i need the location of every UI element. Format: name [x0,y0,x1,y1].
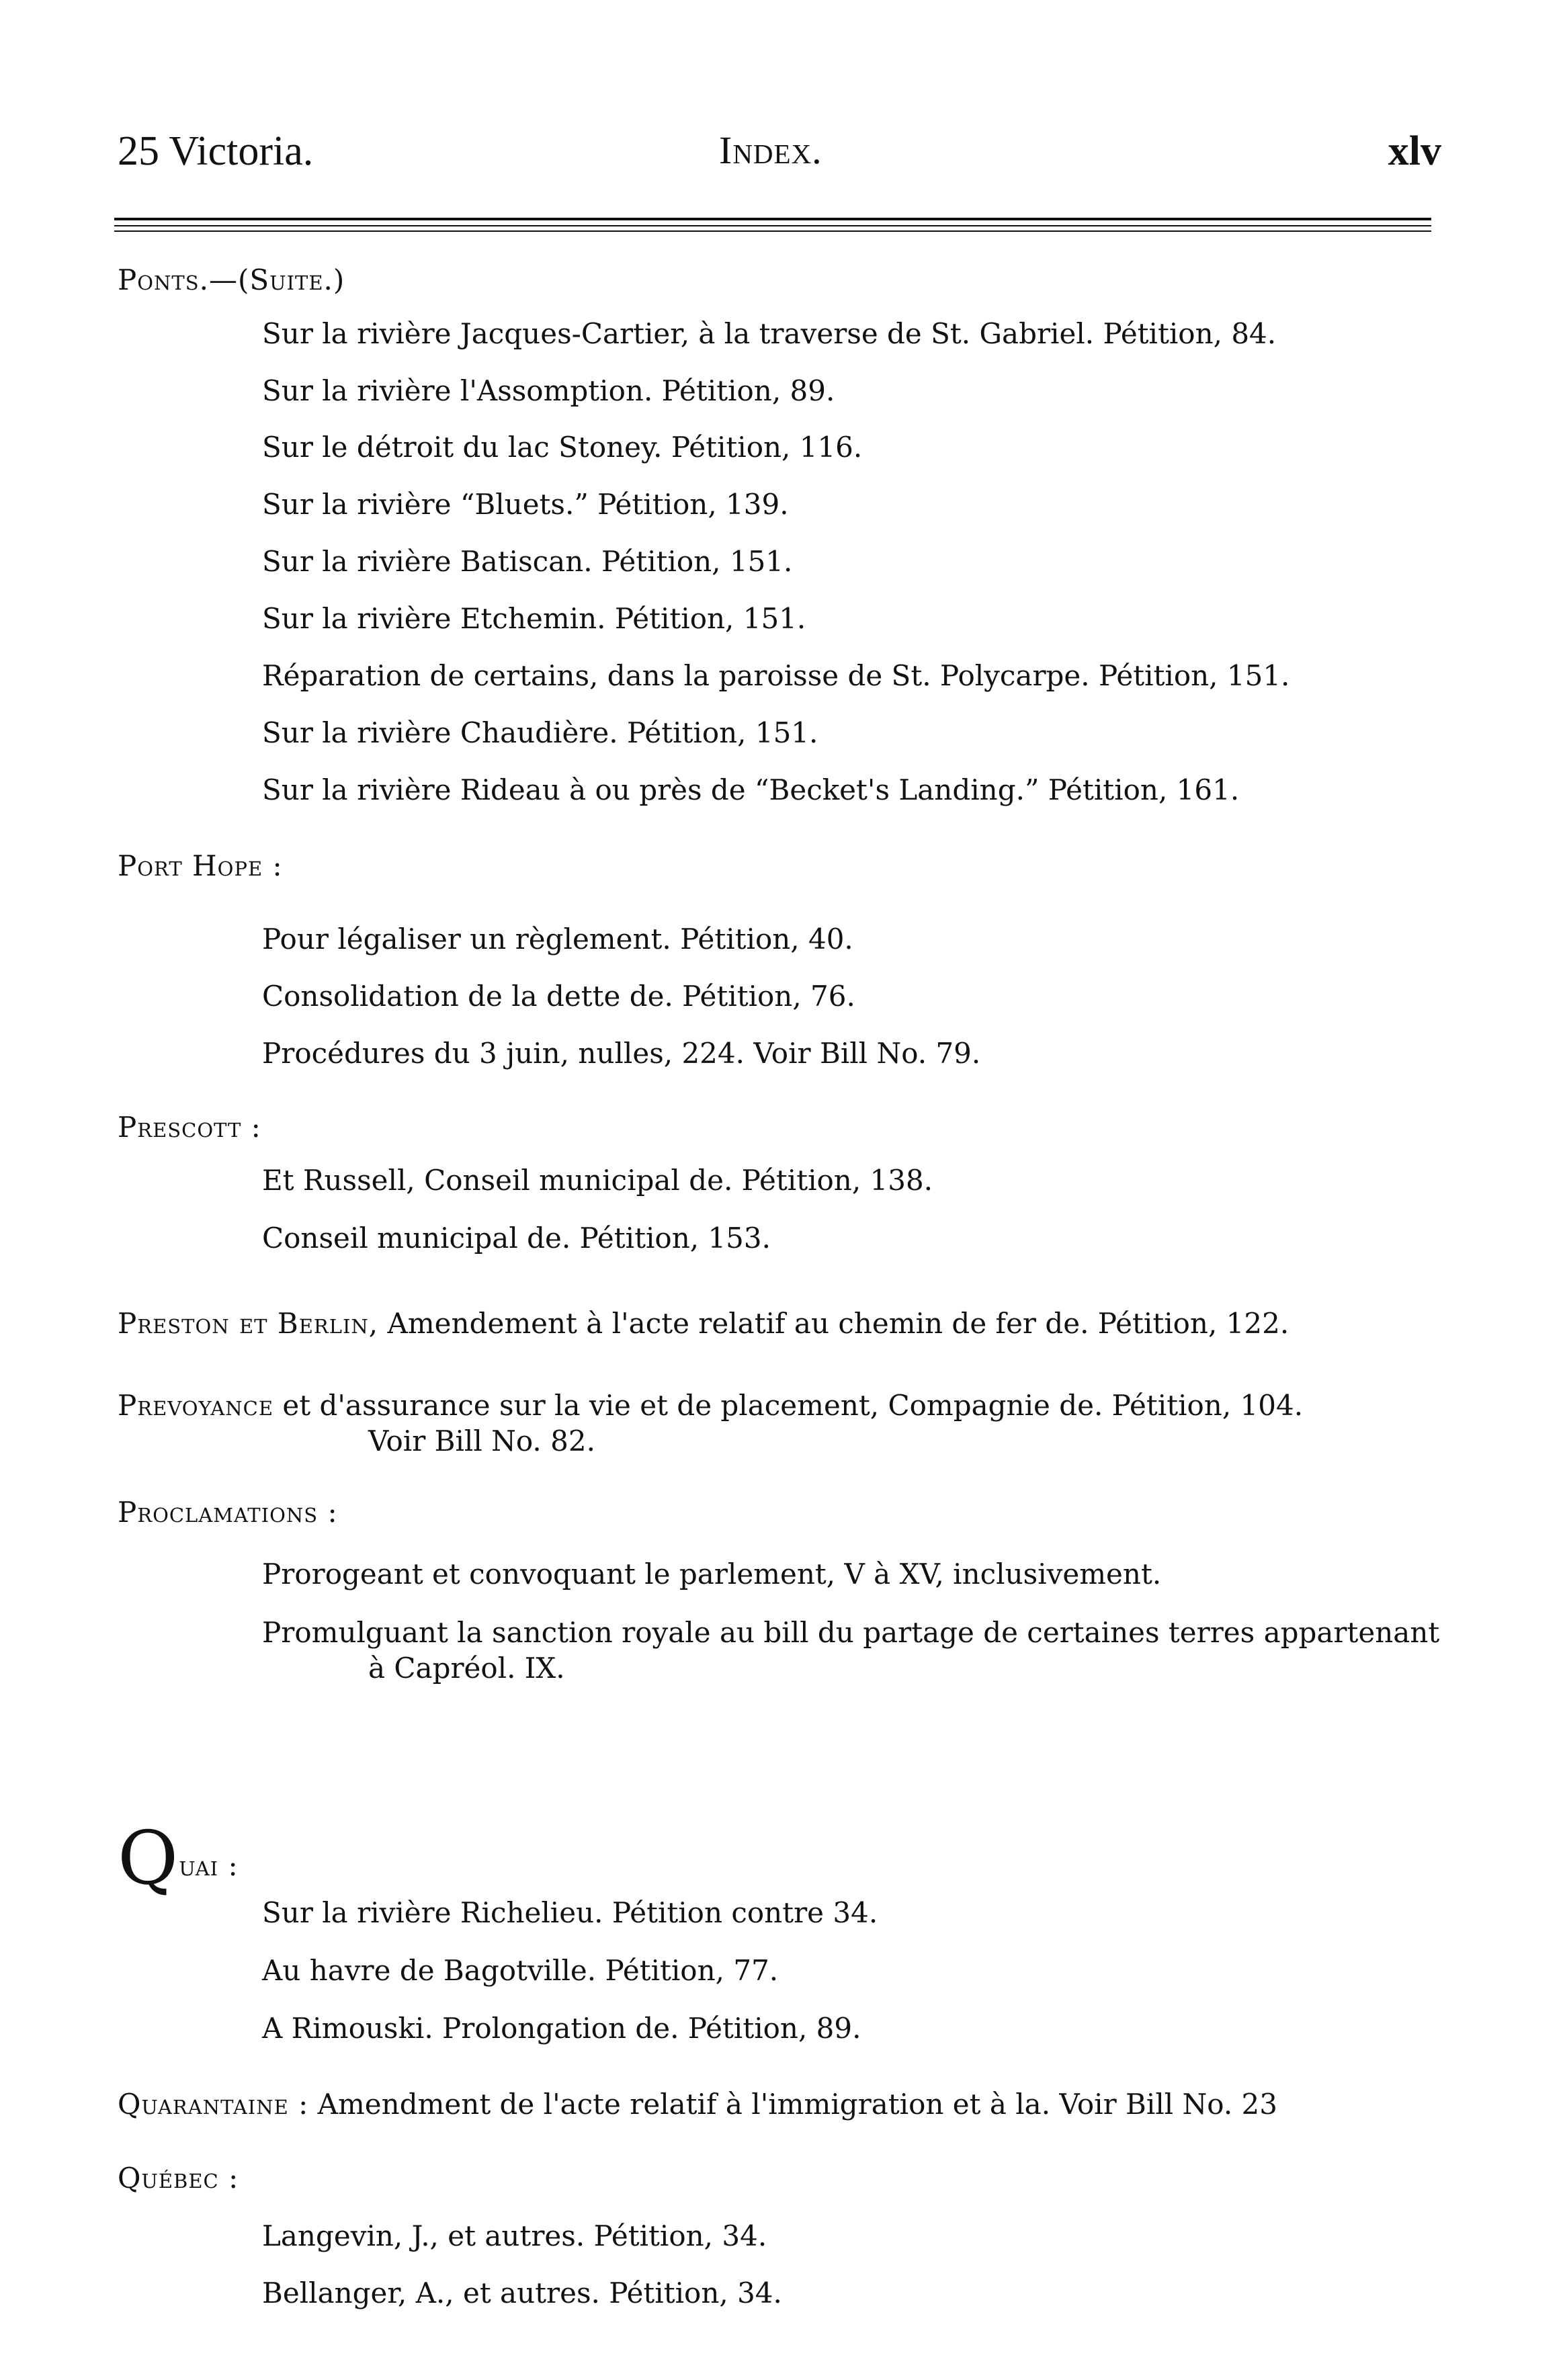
entry-text: et d'assurance sur la vie et de placement, Compagnie de. Pétition, 104. [282,1389,1304,1422]
entry-heading: Quarantaine : [118,2088,309,2121]
index-subentry: Pour légaliser un règlement. Pétition, 40. [262,923,853,955]
entry-heading: Preston et Berlin, [118,1307,379,1340]
entry-heading: Prevoyance [118,1389,274,1422]
entry-heading-prescott: Prescott : [118,1111,261,1144]
index-subentry: Prorogeant et convoquant le parlement, V à XV, inclusivement. [262,1558,1162,1590]
header-left: 25 Victoria. [118,128,314,174]
drop-initial: Q [118,1815,179,1901]
index-subentry: Conseil municipal de. Pétition, 153. [262,1222,771,1255]
header-title: Index. [719,128,822,172]
entry-heading-ponts: Ponts.—(Suite.) [118,263,345,296]
index-subentry: Sur la rivière Richelieu. Pétition contre 34. [262,1896,878,1929]
header-rule [114,230,1431,232]
entry-heading-quai [118,1815,239,1903]
entry-continuation: à Capréol. IX. [368,1652,565,1685]
index-subentry: Sur le détroit du lac Stoney. Pétition, 116. [262,431,863,464]
index-subentry: A Rimouski. Prolongation de. Pétition, 89. [262,2012,861,2045]
entry-text: Amendement à l'acte relatif au chemin de fer de. Pétition, 122. [387,1307,1289,1340]
index-subentry: Sur la rivière Jacques-Cartier, à la traverse de St. Gabriel. Pétition, 84. [262,317,1277,350]
entry-heading-port-hope: Port Hope : [118,849,283,882]
index-subentry: Réparation de certains, dans la paroisse de St. Polycarpe. Pétition, 151. [262,659,1290,692]
page-header [118,128,1455,188]
index-subentry: Sur la rivière l'Assomption. Pétition, 89. [262,374,835,407]
page-number: xlv [1388,128,1441,174]
entry-heading-proclamations: Proclamations : [118,1496,338,1529]
entry-heading: uai : [179,1849,239,1882]
index-subentry: Sur la rivière “Bluets.” Pétition, 139. [262,488,789,521]
index-subentry: Sur la rivière Batiscan. Pétition, 151. [262,545,793,578]
entry-quarantaine [118,2088,1277,2121]
entry-preston-berlin [118,1307,1289,1341]
index-subentry: Procédures du 3 juin, nulles, 224. Voir Bill No. 79. [262,1037,981,1070]
index-subentry: Promulguant la sanction royale au bill du partage de certaines terres appartenant [262,1616,1440,1649]
entry-continuation: Voir Bill No. 82. [368,1425,595,1457]
index-subentry: Langevin, J., et autres. Pétition, 34. [262,2219,767,2252]
index-subentry: Au havre de Bagotville. Pétition, 77. [262,1954,779,1987]
index-subentry: Consolidation de la dette de. Pétition, 76. [262,980,855,1013]
index-subentry: Bellanger, A., et autres. Pétition, 34. [262,2277,782,2309]
index-subentry: Sur la rivière Chaudière. Pétition, 151. [262,716,818,749]
entry-heading-quebec: Québec : [118,2162,239,2195]
header-rule [114,218,1431,220]
index-subentry: Sur la rivière Etchemin. Pétition, 151. [262,602,806,635]
entry-prevoyance [118,1389,1303,1422]
header-rule [114,225,1431,226]
entry-text: Amendment de l'acte relatif à l'immigration et à la. Voir Bill No. 23 [317,2088,1277,2121]
index-subentry: Sur la rivière Rideau à ou près de “Becket's Landing.” Pétition, 161. [262,773,1240,806]
index-subentry: Et Russell, Conseil municipal de. Pétition, 138. [262,1164,933,1197]
